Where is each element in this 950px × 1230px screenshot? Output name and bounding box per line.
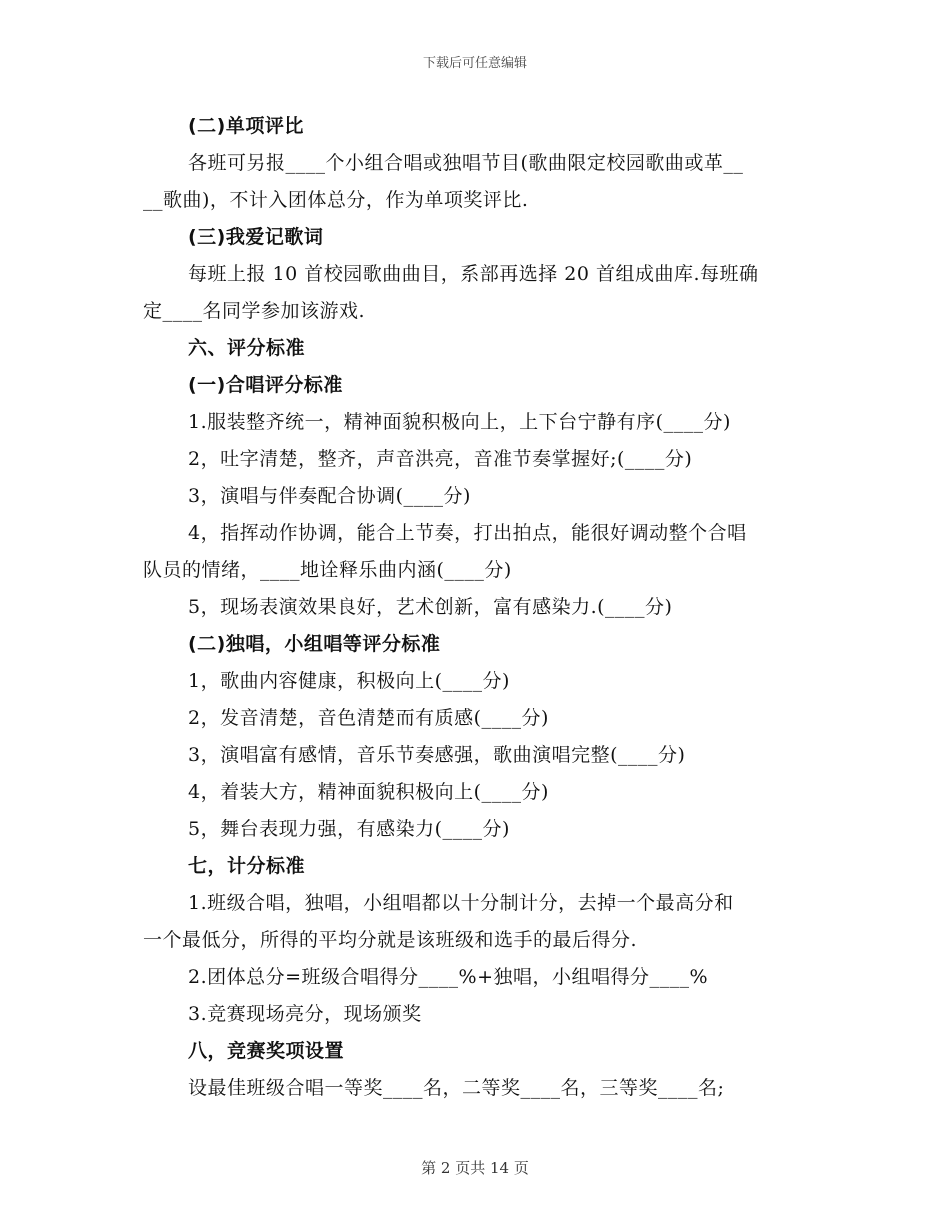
section-heading: (二)独唱，小组唱等评分标准 xyxy=(188,633,441,655)
list-item: 1.服装整齐统一，精神面貌积极向上，上下台宁静有序(____分) xyxy=(188,411,731,433)
list-item: 2，发音清楚，音色清楚而有质感(____分) xyxy=(188,707,549,729)
list-item: 3，演唱与伴奏配合协调(____分) xyxy=(188,485,471,507)
list-item: 5，现场表演效果良好，艺术创新，富有感染力.(____分) xyxy=(188,596,673,618)
section-heading: (三)我爱记歌词 xyxy=(188,226,324,248)
page-footer: 第 2 页共 14 页 xyxy=(421,1159,529,1177)
page-header: 下载后可任意编辑 xyxy=(422,56,527,71)
list-item: 1，歌曲内容健康，积极向上(____分) xyxy=(188,670,510,692)
list-item: 1.班级合唱，独唱，小组唱都以十分制计分，去掉一个最高分和 xyxy=(188,892,734,914)
list-item: 3.竞赛现场亮分，现场颁奖 xyxy=(188,1003,422,1025)
paragraph-line: 定____名同学参加该游戏. xyxy=(143,300,366,322)
paragraph-line: 设最佳班级合唱一等奖____名，二等奖____名，三等奖____名; xyxy=(188,1077,725,1099)
list-item: 2.团体总分=班级合唱得分____%+独唱，小组唱得分____% xyxy=(188,966,709,988)
section-heading: (二)单项评比 xyxy=(188,115,304,137)
list-item: 一个最低分，所得的平均分就是该班级和选手的最后得分. xyxy=(143,929,638,951)
section-heading: 八，竞赛奖项设置 xyxy=(188,1040,345,1062)
list-item: 2，吐字清楚，整齐，声音洪亮，音准节奏掌握好;(____分) xyxy=(188,448,693,470)
paragraph-line: 每班上报 10 首校园歌曲曲目，系部再选择 20 首组成曲库.每班确 xyxy=(188,263,759,285)
list-item: 队员的情绪，____地诠释乐曲内涵(____分) xyxy=(143,559,512,581)
section-heading: 七，计分标准 xyxy=(188,855,306,877)
section-heading: (一)合唱评分标准 xyxy=(188,374,343,396)
list-item: 4，着装大方，精神面貌积极向上(____分) xyxy=(188,781,549,803)
section-heading: 六、评分标准 xyxy=(188,337,306,359)
list-item: 5，舞台表现力强，有感染力(____分) xyxy=(188,818,510,840)
list-item: 3，演唱富有感情，音乐节奏感强，歌曲演唱完整(____分) xyxy=(188,744,686,766)
paragraph-line: 各班可另报____个小组合唱或独唱节目(歌曲限定校园歌曲或革__ xyxy=(188,152,744,174)
list-item: 4，指挥动作协调，能合上节奏，打出拍点，能很好调动整个合唱 xyxy=(188,522,747,544)
paragraph-line: __歌曲)，不计入团体总分，作为单项奖评比. xyxy=(143,189,529,211)
